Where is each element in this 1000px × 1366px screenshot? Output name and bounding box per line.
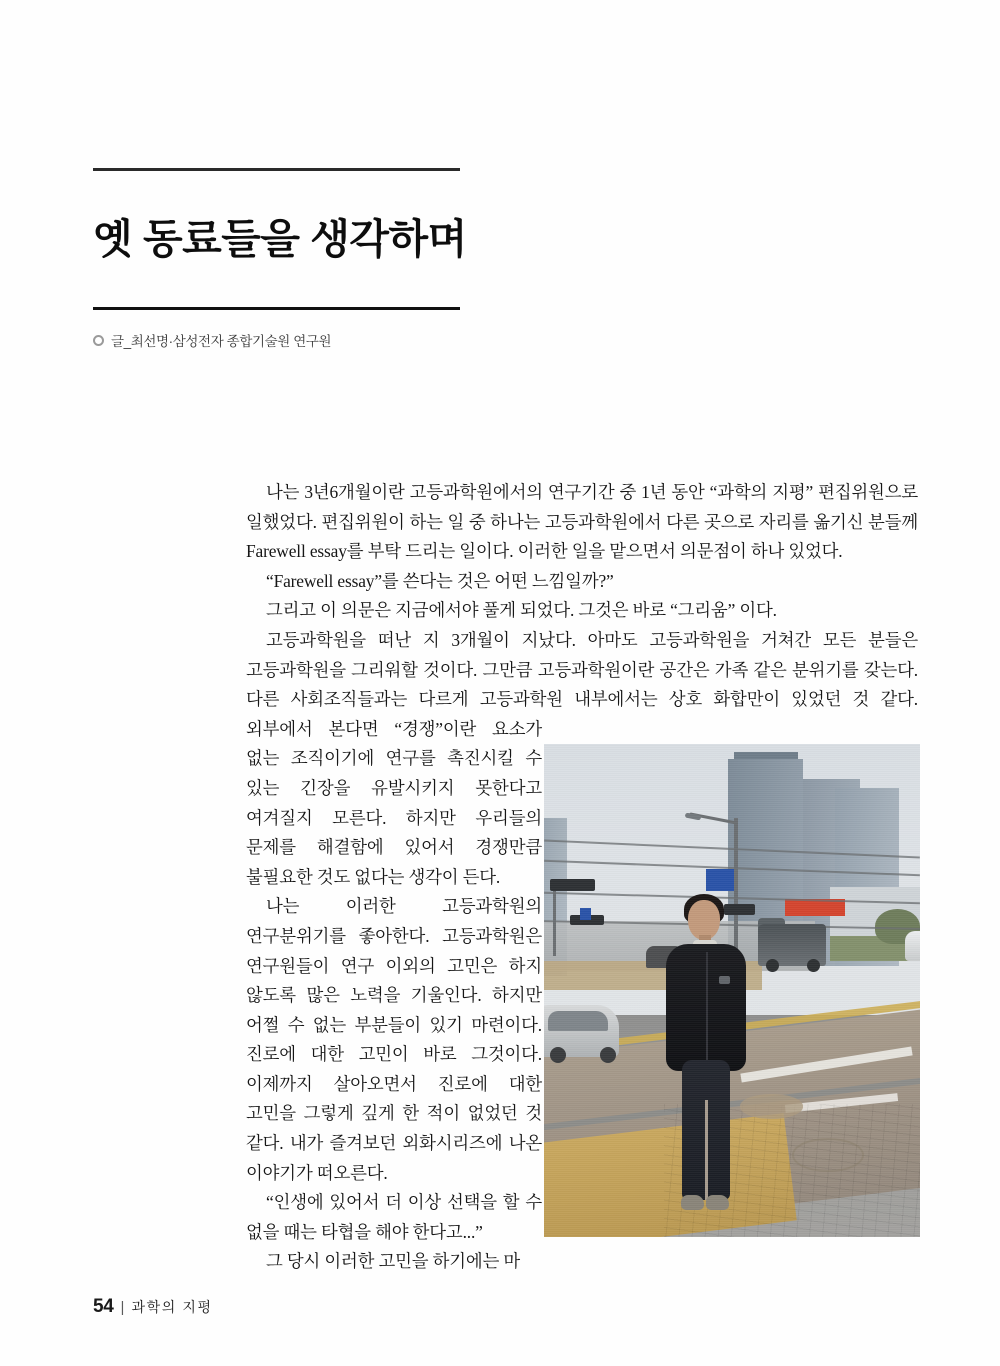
title-rule-top — [93, 168, 460, 171]
page-title: 옛 동료들을 생각하며 — [93, 216, 467, 262]
footer-publication-name: 과학의 지평 — [131, 1299, 213, 1315]
photo-white-car — [905, 931, 920, 961]
photo-person-leg-gap — [705, 1100, 709, 1201]
paragraph-4: 고등과학원을 떠난 지 3개월이 지났다. 아마도 고등과학원을 거쳐간 모든 분들은 고등과학원을 그리워할 것이다. 그만큼 고등과학원이란 공간은 가족 같은 분위기를 갖는다. 다른 사회조직들과는 다르게 고등과학원 내부에서는 상호 화합만이 있었던 것 같다. 외부에서 본다면 “경쟁”이란 요소가 없는 조직이기에 연구를 촉진시킬 수 있는 긴장을 유발시키지 못한다고 여겨질지 모른다. 하지만 우리들의 문제를 해결함에 있어서 경쟁만큼 불필요한 것도 없다는 생각이 든다. — [246, 629, 918, 887]
paragraph-7: 그 당시 이러한 고민을 하기에는 마 — [266, 1251, 521, 1272]
paragraph-6: “인생에 있어서 더 이상 선택을 할 수 없을 때는 타협을 해야 한다고...” — [246, 1192, 542, 1242]
page-footer — [93, 1296, 213, 1318]
article-photo — [544, 744, 920, 1237]
paragraph-5: 나는 이러한 고등과학원의 연구분위기를 좋아한다. 고등과학원은 연구원들이 연구 이외의 고민은 하지 않도록 많은 노력을 기울인다. 하지만 어쩔 수 없는 부분들이 있기 마련이다. 진로에 대한 고민이 바로 그것이다. 이제까지 살아오면서 진로에 대한 고민을 그렇게 깊게 한 적이 없었던 것 같다. 내가 즐겨보던 외화시리즈에 나온 이야기가 떠오른다. — [246, 896, 542, 1183]
byline-text: 글_최선명·삼성전자 종합기술원 연구원 — [111, 333, 332, 349]
byline — [93, 330, 460, 350]
photo-person-shoe-right — [706, 1195, 729, 1210]
paragraph-3: 그리고 이 의문은 지금에서야 풀게 되었다. 그것은 바로 “그리움” 이다. — [266, 600, 777, 621]
photo-car-wheel-front — [550, 1047, 566, 1063]
ring-bullet-icon — [93, 335, 104, 346]
photo-person-head — [688, 900, 720, 940]
photo-blue-sign-small — [580, 908, 591, 921]
photo-traffic-pole — [553, 887, 556, 956]
masthead — [93, 168, 467, 350]
photo-traffic-light-1 — [550, 879, 595, 891]
footer-separator: | — [120, 1299, 125, 1316]
photo-person — [653, 892, 773, 1227]
photo-person-jacket-zipper — [706, 952, 708, 1063]
photo-blue-road-sign — [706, 869, 734, 891]
photo-car-window — [548, 1011, 608, 1031]
photo-person-shoe-left — [681, 1195, 704, 1210]
photo-person-jacket-logo — [719, 976, 730, 985]
paragraph-1: 나는 3년6개월이란 고등과학원에서의 연구기간 중 1년 동안 “과학의 지평” 편집위원으로 일했었다. 편집위원이 하는 일 중 하나는 고등과학원에서 다른 곳으로 자리를 옮기신 분들께 Farewell essay를 부탁 드리는 일이다. 이러한 일을 맡으면서 의문점이 하나 있었다. — [246, 482, 918, 562]
paragraph-2: “Farewell essay”를 쓴다는 것은 어떤 느낌일까?” — [266, 570, 614, 591]
title-rule-bottom — [93, 307, 460, 310]
photo-manhole-ring — [792, 1138, 864, 1172]
footer-page-number: 54 — [93, 1296, 114, 1317]
photo-illustration — [544, 744, 920, 1237]
